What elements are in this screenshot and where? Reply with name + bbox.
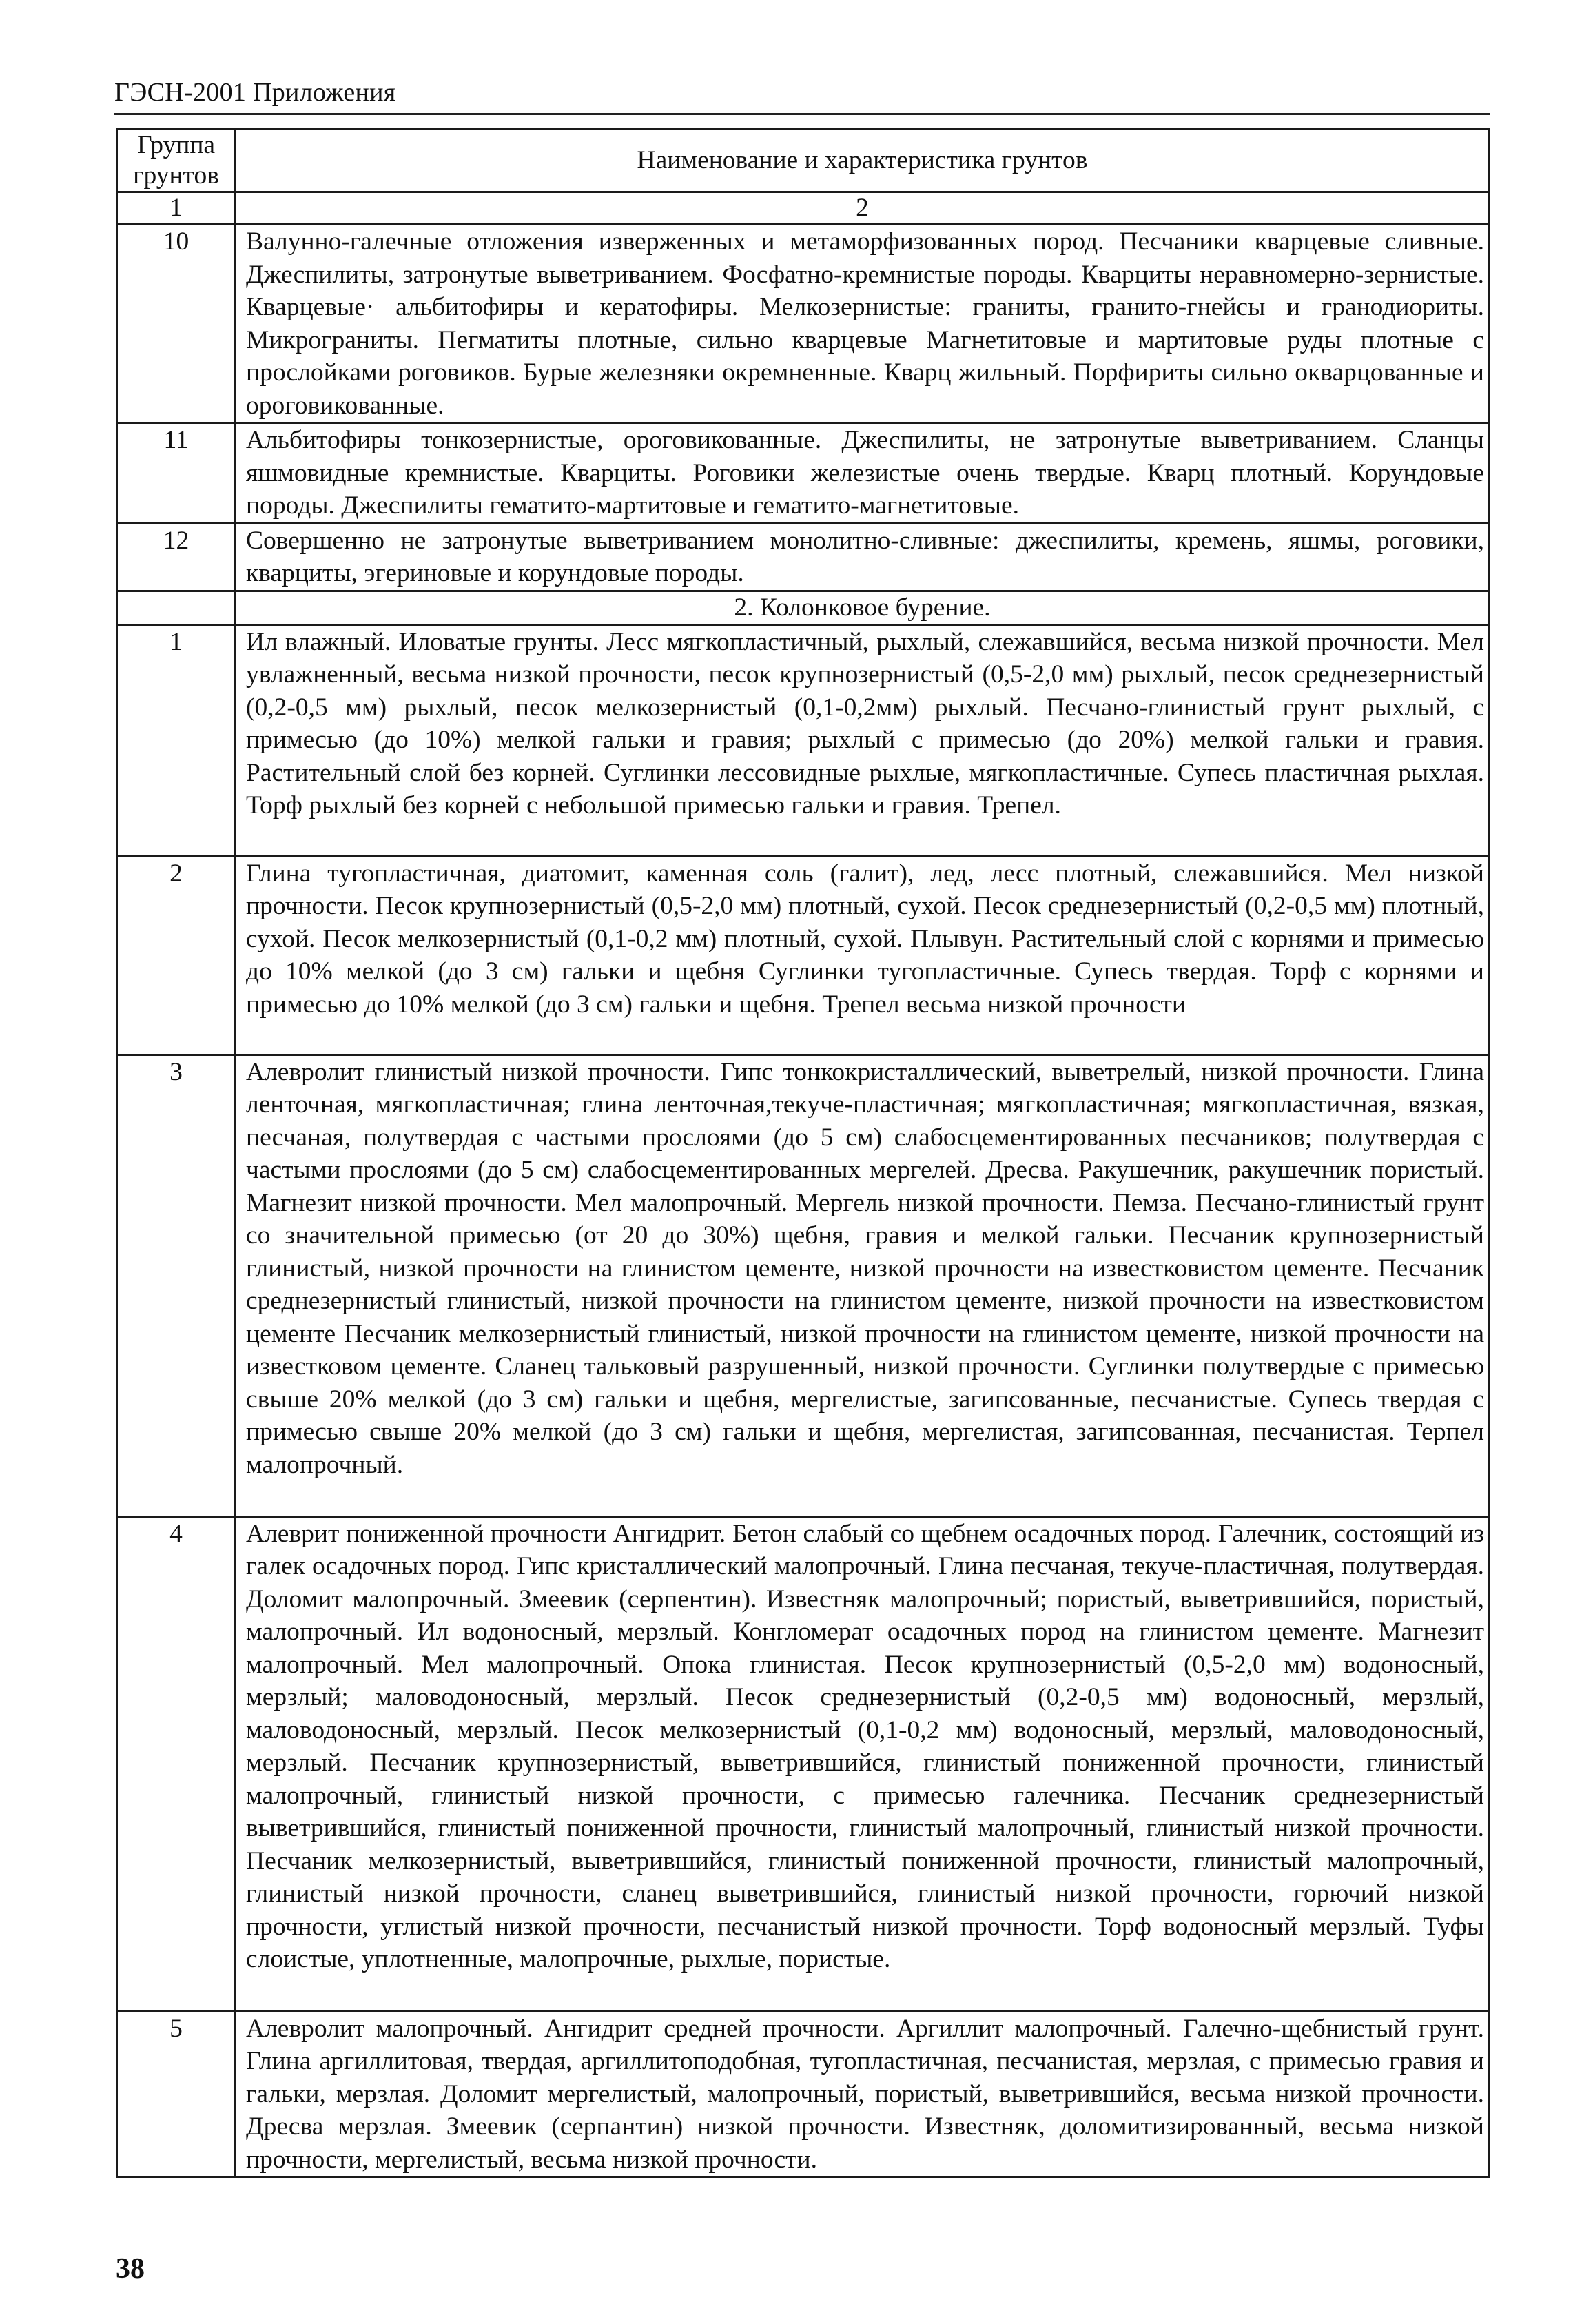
soil-group-description: Ил влажный. Иловатые грунты. Лесс мягкопластичный, рыхлый, слежавшийся, весьма низкой прочности. Мел увлажненный, весьма низкой прочности, песок крупнозернистый (0,5-2,0 мм) рыхлый, песок среднезернистый (0,2-0,5 мм) рыхлый, песок мелкозернистый (0,1-0,2мм) рыхлый. Песчано-глинистый грунт рыхлый, с примесью (до 10%) мелкой гальки и гравия; рыхлый с примесью (до 20%) мелкой гальки и гравия. Растительный слой без корней. Суглинки лессовидные рыхлые, мягкопластичные. Супесь пластичная рыхлая. Торф рыхлый без корней с небольшой примесью гальки и гравия. Трепел. bbox=[236, 624, 1490, 856]
table-row bbox=[117, 423, 1490, 524]
soil-group-description: Валунно-галечные отложения изверженных и метаморфизованных пород. Песчаники кварцевые сливные. Джеспилиты, затронутые выветриванием. Фосфатно-кремнистые породы. Кварциты неравномерно-зернистые. Кварцевые· альбитофиры и кератофиры. Мелкозернистые: граниты, гранито-гнейсы и гранодиориты. Микрограниты. Пегматиты плотные, сильно кварцевые Магнетитовые и мартитовые руды плотные с прослойками роговиков. Бурые железняки окремненные. Кварц жильный. Порфириты сильно окварцованные и ороговикованные. bbox=[236, 225, 1490, 423]
column-number-row bbox=[117, 192, 1490, 225]
soil-group-description: Альбитофиры тонкозернистые, ороговикованные. Джеспилиты, не затронутые выветриванием. Сланцы яшмовидные кремнистые. Кварциты. Роговики железистые очень твердые. Кварц плотный. Корундовые породы. Джеспилиты гематито-мартитовые и гематито-магнетитовые. bbox=[236, 423, 1490, 524]
table-row bbox=[117, 2011, 1490, 2177]
table-row bbox=[117, 1054, 1490, 1516]
table-row bbox=[117, 856, 1490, 1054]
header-rule bbox=[114, 113, 1490, 115]
table-header-row bbox=[117, 130, 1490, 192]
soil-group-number: 12 bbox=[117, 523, 236, 591]
soil-group-number: 1 bbox=[117, 624, 236, 856]
table-row bbox=[117, 225, 1490, 423]
column-number-2: 2 bbox=[236, 192, 1490, 225]
soil-group-number: 10 bbox=[117, 225, 236, 423]
table-row bbox=[117, 624, 1490, 856]
soil-group-number: 4 bbox=[117, 1516, 236, 2011]
table-row bbox=[117, 523, 1490, 591]
soil-group-number: 11 bbox=[117, 423, 236, 524]
section-title: 2. Колонковое бурение. bbox=[236, 591, 1490, 624]
soil-group-number: 5 bbox=[117, 2011, 236, 2177]
table-row bbox=[117, 1516, 1490, 2011]
soil-group-number: 3 bbox=[117, 1054, 236, 1516]
section-empty-cell bbox=[117, 591, 236, 624]
soil-group-description: Совершенно не затронутые выветриванием монолитно-сливные: джеспилиты, кремень, яшмы, роговики, кварциты, эгериновые и корундовые породы. bbox=[236, 523, 1490, 591]
column-header-description: Наименование и характеристика грунтов bbox=[236, 130, 1490, 192]
column-header-group: Группа грунтов bbox=[117, 130, 236, 192]
section-row bbox=[117, 591, 1490, 624]
soil-group-number: 2 bbox=[117, 856, 236, 1054]
soil-groups-table bbox=[116, 128, 1490, 2178]
soil-group-description: Алевролит малопрочный. Ангидрит средней прочности. Аргиллит малопрочный. Галечно-щебнистый грунт. Глина аргиллитовая, твердая, аргиллитоподобная, тугопластичная, песчанистая, мерзлая, с примесью гравия и гальки, мерзлая. Доломит мергелистый, малопрочный, пористый, выветрившийся, весьма низкой прочности. Дресва мерзлая. Змеевик (серпантин) низкой прочности. Известняк, доломитизированный, весьма низкой прочности, мергелистый, весьма низкой прочности. bbox=[236, 2011, 1490, 2177]
soil-group-description: Алеврит пониженной прочности Ангидрит. Бетон слабый со щебнем осадочных пород. Галечник, состоящий из галек осадочных пород. Гипс кристаллический малопрочный. Глина песчаная, текуче-пластичная, полутвердая. Доломит малопрочный. Змеевик (серпентин). Известняк малопрочный; пористый, выветрившийся, пористый, малопрочный. Ил водоносный, мерзлый. Конгломерат осадочных пород на глинистом цементе. Магнезит малопрочный. Мел малопрочный. Опока глинистая. Песок крупнозернистый (0,5-2,0 мм) водоносный, мерзлый; маловодоносный, мерзлый. Песок среднезернистый (0,2-0,5 мм) водоносный, мерзлый, маловодоносный, мерзлый. Песок мелкозернистый (0,1-0,2 мм) водоносный, мерзлый, маловодоносный, мерзлый. Песчаник крупнозернистый, выветрившийся, глинистый пониженной прочности, глинистый малопрочный, глинистый низкой прочности, с примесью галечника. Песчаник среднезернистый выветрившийся, глинистый пониженной прочности, глинистый малопрочный, глинистый низкой прочности. Песчаник мелкозернистый, выветрившийся, глинистый пониженной прочности, глинистый малопрочный, глинистый низкой прочности, сланец выветрившийся, глинистый низкой прочности, горючий низкой прочности, углистый низкой прочности, песчанистый низкой прочности. Торф водоносный мерзлый. Туфы слоистые, уплотненные, малопрочные, рыхлые, пористые. bbox=[236, 1516, 1490, 2011]
soil-group-description: Алевролит глинистый низкой прочности. Гипс тонкокристаллический, выветрелый, низкой прочности. Глина ленточная, мягкопластичная; глина ленточная,текуче-пластичная; мягкопластичная; мягкопластичная, вязкая, песчаная, полутвердая с частыми прослоями (до 5 см) слабосцементированных песчаников; полутвердая с частыми прослоями (до 5 см) слабосцементированных мергелей. Дресва. Ракушечник, ракушечник пористый. Магнезит низкой прочности. Мел малопрочный. Мергель низкой прочности. Пемза. Песчано-глинистый грунт со значительной примесью (от 20 до 30%) щебня, гравия и мелкой гальки. Песчаник крупнозернистый глинистый, низкой прочности на глинистом цементе, низкой прочности на известковистом цементе. Песчаник среднезернистый глинистый, низкой прочности на глинистом цементе, низкой прочности на известковистом цементе Песчаник мелкозернистый глинистый, низкой прочности на глинистом цементе, низкой прочности на известковом цементе. Сланец тальковый разрушенный, низкой прочности. Суглинки полутвердые с примесью свыше 20% мелкой (до 3 см) гальки и щебня, мергелистые, загипсованные, песчанистые. Супесь твердая с примесью свыше 20% мелкой (до 3 см) гальки и щебня, мергелистая, загипсованная, песчанистая. Терпел малопрочный. bbox=[236, 1054, 1490, 1516]
page-header: ГЭСН-2001 Приложения bbox=[114, 78, 396, 107]
soil-group-description: Глина тугопластичная, диатомит, каменная соль (галит), лед, лесс плотный, слежавшийся. Мел низкой прочности. Песок крупнозернистый (0,5-2,0 мм) плотный, сухой. Песок среднезернистый (0,2-0,5 мм) плотный, сухой. Песок мелкозернистый (0,1-0,2 мм) плотный, сухой. Плывун. Растительный слой с корнями и примесью до 10% мелкой (до 3 см) гальки и щебня Суглинки тугопластичные. Супесь твердая. Торф с корнями и примесью до 10% мелкой (до 3 см) гальки и щебня. Трепел весьма низкой прочности bbox=[236, 856, 1490, 1054]
column-number-1: 1 bbox=[117, 192, 236, 225]
page-number: 38 bbox=[116, 2253, 145, 2285]
